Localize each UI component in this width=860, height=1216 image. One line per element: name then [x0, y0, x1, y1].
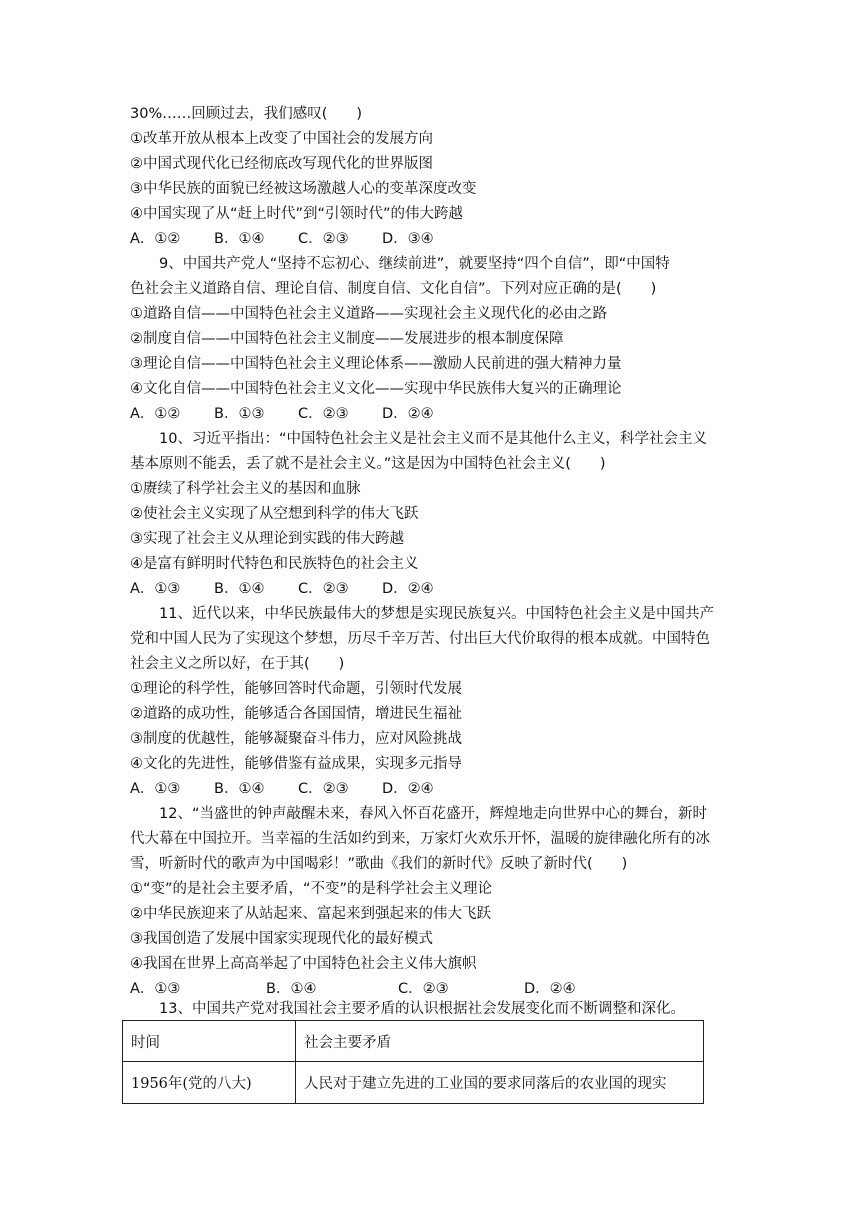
q11-stem: 11、近代以来，中华民族最伟大的梦想是实现民族复兴。中国特色社会主义是中国共产: [159, 606, 714, 622]
q13-stem: 13、中国共产党对我国社会主要矛盾的认识根据社会发展变化而不断调整和深化。: [159, 1001, 685, 1017]
q12-statement-3: ③我国创造了发展中国家实现现代化的最好模式: [130, 931, 433, 947]
option-b: B．①④: [214, 581, 265, 597]
q11-statement-2: ②道路的成功性，能够适合各国国情，增进民生福祉: [130, 706, 462, 722]
option-c: C．②③: [298, 781, 349, 797]
q8-statement-3: ③中华民族的面貌已经被这场激越人心的变革深度改变: [130, 181, 477, 197]
q8-statement-4: ④中国实现了从“赶上时代”到“引领时代”的伟大跨越: [130, 206, 464, 222]
option-a: A．①②: [130, 231, 181, 247]
q11-statement-4: ④文化的先进性，能够借鉴有益成果，实现多元指导: [130, 756, 462, 772]
option-b: B．①④: [214, 231, 265, 247]
q9-stem: 9、中国共产党人“坚持不忘初心、继续前进”，就要坚持“四个自信”，即“中国特: [159, 256, 670, 272]
contradiction-table: [122, 1020, 704, 1104]
q10-stem-cont: 基本原则不能丢，丢了就不是社会主义。”这是因为中国特色社会主义( ): [130, 456, 606, 472]
q12-stem-cont-1: 代大幕在中国拉开。当幸福的生活如约到来，万家灯火欢乐开怀，温暖的旋律融化所有的冰: [130, 831, 710, 847]
q8-stem-end: 30%……回顾过去，我们感叹( ): [130, 106, 363, 122]
option-b: B．①④: [266, 981, 317, 997]
option-a: A．①②: [130, 406, 181, 422]
option-d: D．②④: [382, 781, 434, 797]
q11-stem-cont-2: 社会主义之所以好，在于其( ): [130, 656, 345, 672]
option-c: C．②③: [398, 981, 449, 997]
option-a: A．①③: [130, 781, 181, 797]
q9-statement-3: ③理论自信——中国特色社会主义理论体系——激励人民前进的强大精神力量: [130, 356, 622, 372]
header-contradiction: 社会主要矛盾: [296, 1021, 704, 1062]
q10-statement-1: ①赓续了科学社会主义的基因和血脉: [130, 481, 361, 497]
q9-statement-2: ②制度自信——中国特色社会主义制度——发展进步的根本制度保障: [130, 331, 564, 347]
q9-statement-4: ④文化自信——中国特色社会主义文化——实现中华民族伟大复兴的正确理论: [130, 381, 622, 397]
q12-stem: 12、“当盛世的钟声敲醒未来，春风入怀百花盛开，辉煌地走向世界中心的舞台，新时: [159, 806, 707, 822]
option-c: C．②③: [298, 581, 349, 597]
option-a: A．①③: [130, 981, 181, 997]
q12-statement-4: ④我国在世界上高高举起了中国特色社会主义伟大旗帜: [130, 956, 477, 972]
q8-statement-1: ①改革开放从根本上改变了中国社会的发展方向: [130, 131, 433, 147]
q9-stem-cont: 色社会主义道路自信、理论自信、制度自信、文化自信”。下列对应正确的是( ): [130, 281, 657, 297]
q9-statement-1: ①道路自信——中国特色社会主义道路——实现社会主义现代化的必由之路: [130, 306, 607, 322]
q10-statement-4: ④是富有鲜明时代特色和民族特色的社会主义: [130, 556, 419, 572]
q10-statement-2: ②使社会主义实现了从空想到科学的伟大飞跃: [130, 506, 419, 522]
q11-statement-1: ①理论的科学性，能够回答时代命题，引领时代发展: [130, 681, 462, 697]
option-b: B．①③: [214, 406, 265, 422]
q12-statement-2: ②中华民族迎来了从站起来、富起来到强起来的伟大飞跃: [130, 906, 491, 922]
option-c: C．②③: [298, 231, 349, 247]
q11-stem-cont-1: 党和中国人民为了实现这个梦想，历尽千辛万苦、付出巨大代价取得的根本成就。中国特色: [130, 631, 710, 647]
table-header-row: [123, 1021, 704, 1062]
cell-contradiction: 人民对于建立先进的工业国的要求同落后的农业国的现实: [296, 1062, 704, 1104]
q8-statement-2: ②中国式现代化已经彻底改写现代化的世界版图: [130, 156, 433, 172]
q10-statement-3: ③实现了社会主义从理论到实践的伟大跨越: [130, 531, 404, 547]
table-row: [123, 1062, 704, 1104]
option-d: D．③④: [382, 231, 434, 247]
q10-stem: 10、习近平指出：“中国特色社会主义是社会主义而不是其他什么主义，科学社会主义: [159, 431, 707, 447]
option-c: C．②③: [298, 406, 349, 422]
header-time: 时间: [123, 1021, 296, 1062]
option-d: D．②④: [382, 406, 434, 422]
q12-statement-1: ①“变”的是社会主要矛盾，“不变”的是科学社会主义理论: [130, 881, 493, 897]
option-b: B．①④: [214, 781, 265, 797]
cell-time: 1956年(党的八大): [123, 1062, 296, 1104]
q12-stem-cont-2: 雪，听新时代的歌声为中国喝彩！”歌曲《我们的新时代》反映了新时代( ): [130, 856, 628, 872]
q11-statement-3: ③制度的优越性，能够凝聚奋斗伟力，应对风险挑战: [130, 731, 462, 747]
option-d: D．②④: [382, 581, 434, 597]
option-a: A．①③: [130, 581, 181, 597]
option-d: D．②④: [524, 981, 576, 997]
